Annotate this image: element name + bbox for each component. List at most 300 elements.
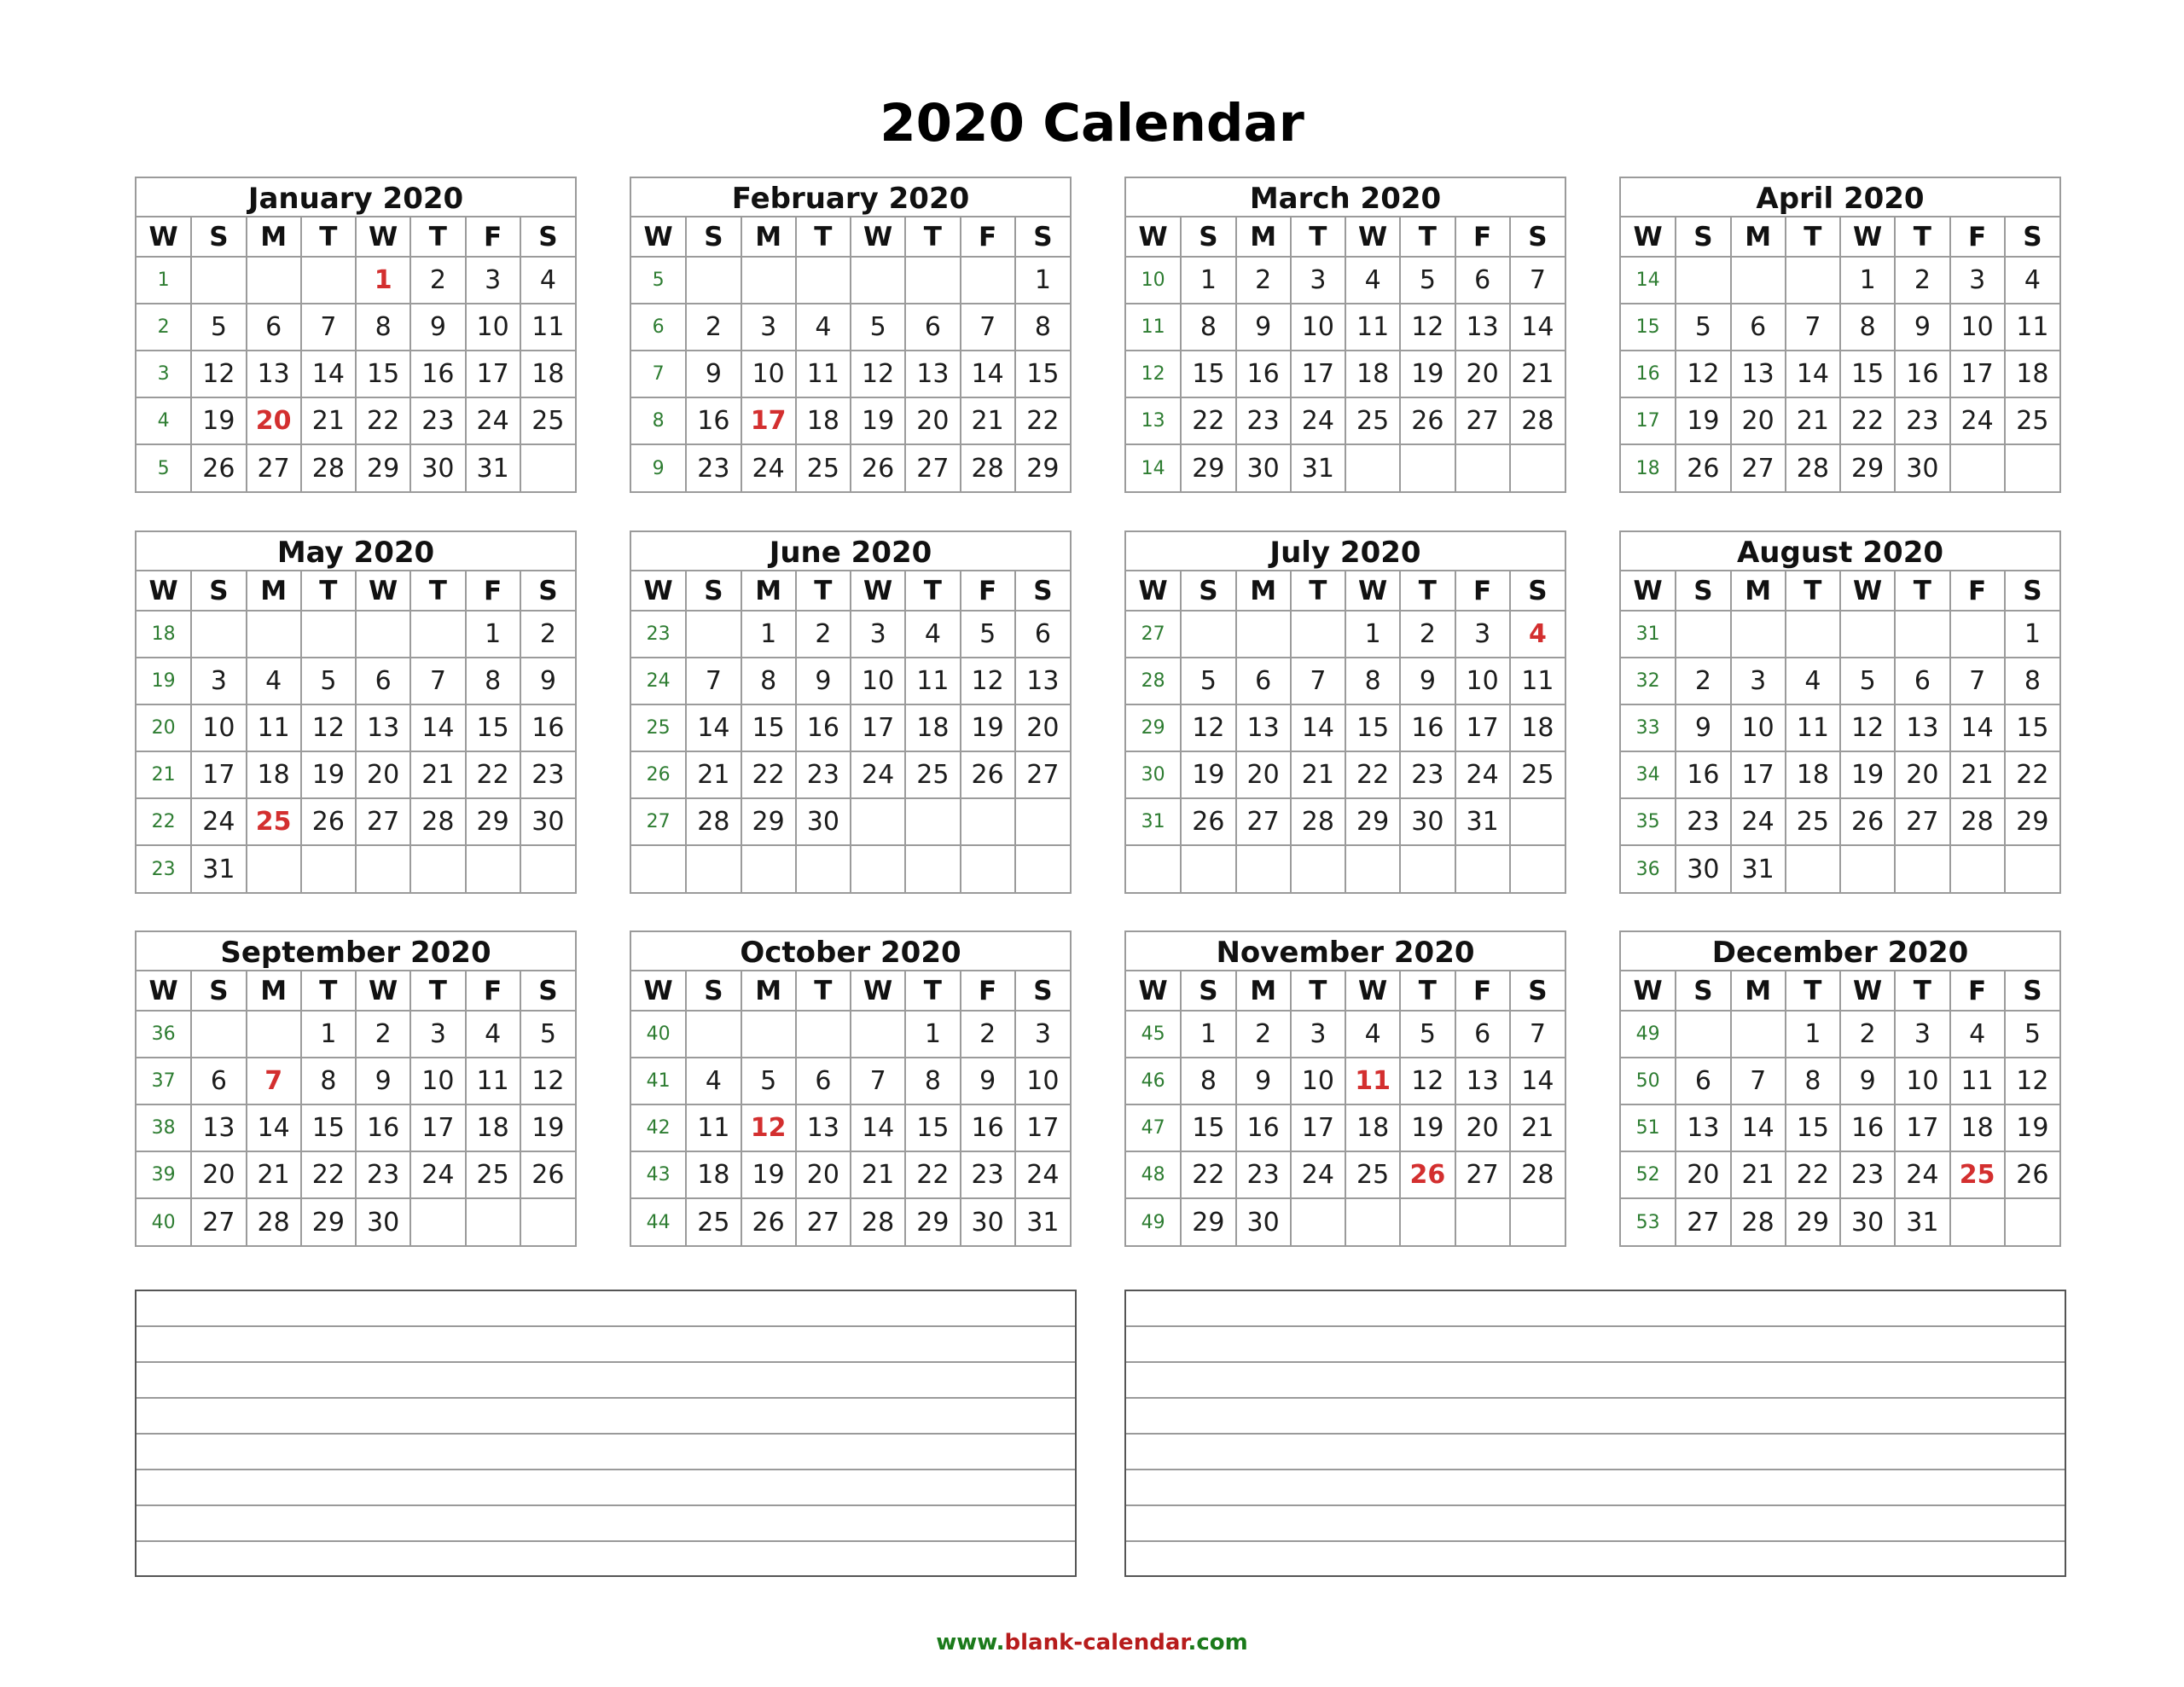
empty-cell — [1895, 611, 1949, 658]
week-row — [631, 304, 1070, 351]
day-cell: 15 — [1345, 704, 1400, 751]
weekday-header: W — [1840, 971, 1895, 1011]
empty-cell — [961, 257, 1015, 304]
day-cell: 8 — [905, 1058, 960, 1104]
day-cell: 7 — [1510, 257, 1565, 304]
weekday-header: W — [1345, 571, 1400, 611]
day-cell: 15 — [1786, 1104, 1840, 1151]
week-row — [1621, 257, 2059, 304]
weekday-header: T — [1895, 571, 1949, 611]
weekday-header: T — [1786, 217, 1840, 257]
week-row — [136, 257, 575, 304]
week-number: 19 — [136, 658, 191, 704]
weekday-header-row — [1621, 217, 2059, 257]
day-cell: 6 — [1015, 611, 1070, 658]
week-number: 26 — [631, 751, 686, 798]
month-table — [1621, 971, 2059, 1245]
weekday-header-row — [631, 571, 1070, 611]
month-table — [1126, 971, 1565, 1245]
week-row — [631, 1058, 1070, 1104]
empty-cell — [905, 798, 960, 845]
week-row — [1126, 658, 1565, 704]
week-row — [1621, 658, 2059, 704]
day-cell: 20 — [1015, 704, 1070, 751]
month-title: October 2020 — [631, 932, 1070, 971]
weekday-header: F — [961, 217, 1015, 257]
week-row — [1621, 1104, 2059, 1151]
day-cell: 20 — [905, 397, 960, 444]
day-cell: 18 — [905, 704, 960, 751]
day-cell: 19 — [1400, 351, 1455, 397]
day-cell: 22 — [1840, 397, 1895, 444]
day-cell: 24 — [1455, 751, 1510, 798]
day-cell: 26 — [741, 1198, 796, 1245]
day-cell: 5 — [1400, 257, 1455, 304]
day-cell: 24 — [741, 444, 796, 491]
day-cell: 21 — [1510, 351, 1565, 397]
day-cell: 14 — [1291, 704, 1345, 751]
week-number: 29 — [1126, 704, 1181, 751]
week-row — [136, 1011, 575, 1058]
day-cell: 28 — [851, 1198, 905, 1245]
footer-url[interactable] — [0, 1627, 2184, 1658]
day-cell: 6 — [1236, 658, 1291, 704]
day-cell: 21 — [410, 751, 465, 798]
day-cell: 23 — [961, 1151, 1015, 1198]
weekday-header: M — [741, 571, 796, 611]
weekday-header: M — [247, 217, 301, 257]
week-row — [1621, 351, 2059, 397]
day-cell: 24 — [410, 1151, 465, 1198]
week-number: 36 — [1621, 845, 1676, 892]
day-cell: 31 — [191, 845, 246, 892]
day-cell: 21 — [247, 1151, 301, 1198]
day-cell: 17 — [1291, 351, 1345, 397]
weekday-header: W — [356, 217, 410, 257]
month-table — [1126, 217, 1565, 491]
weekday-header-row — [1126, 217, 1565, 257]
week-row — [136, 704, 575, 751]
day-cell: 26 — [851, 444, 905, 491]
empty-cell — [796, 845, 851, 892]
weekday-header: F — [466, 971, 520, 1011]
weekday-header-row — [1621, 971, 2059, 1011]
day-cell: 12 — [1181, 704, 1235, 751]
month-january — [135, 177, 577, 493]
week-number: 14 — [1126, 444, 1181, 491]
day-cell: 28 — [686, 798, 741, 845]
day-cell: 23 — [1400, 751, 1455, 798]
day-cell: 3 — [191, 658, 246, 704]
empty-cell — [1345, 444, 1400, 491]
week-row — [1126, 1011, 1565, 1058]
day-cell: 19 — [301, 751, 356, 798]
weekday-header: T — [905, 571, 960, 611]
weekday-header: M — [1236, 217, 1291, 257]
weekday-header-row — [1126, 971, 1565, 1011]
day-cell: 10 — [851, 658, 905, 704]
day-cell: 30 — [1236, 1198, 1291, 1245]
day-cell: 4 — [466, 1011, 520, 1058]
week-number-header: W — [1621, 217, 1676, 257]
day-cell: 26 — [961, 751, 1015, 798]
day-cell: 4 — [2005, 257, 2059, 304]
holiday-day-cell: 12 — [741, 1104, 796, 1151]
empty-cell — [686, 611, 741, 658]
weekday-header: M — [1731, 217, 1786, 257]
day-cell: 2 — [796, 611, 851, 658]
day-cell: 3 — [1731, 658, 1786, 704]
day-cell: 18 — [2005, 351, 2059, 397]
day-cell: 30 — [356, 1198, 410, 1245]
day-cell: 23 — [796, 751, 851, 798]
day-cell: 11 — [905, 658, 960, 704]
day-cell: 16 — [520, 704, 575, 751]
week-number: 38 — [136, 1104, 191, 1151]
day-cell: 1 — [1840, 257, 1895, 304]
day-cell: 15 — [1181, 351, 1235, 397]
month-table — [1621, 571, 2059, 892]
day-cell: 18 — [247, 751, 301, 798]
empty-cell — [905, 257, 960, 304]
day-cell: 20 — [1455, 351, 1510, 397]
month-october — [630, 930, 1072, 1247]
week-row — [136, 751, 575, 798]
holiday-day-cell: 17 — [741, 397, 796, 444]
day-cell: 19 — [520, 1104, 575, 1151]
day-cell: 20 — [1731, 397, 1786, 444]
day-cell: 8 — [301, 1058, 356, 1104]
day-cell: 16 — [686, 397, 741, 444]
empty-cell — [1676, 257, 1730, 304]
month-table — [136, 971, 575, 1245]
weekday-header: M — [741, 971, 796, 1011]
holiday-day-cell: 1 — [356, 257, 410, 304]
day-cell: 9 — [796, 658, 851, 704]
weekday-header: S — [686, 971, 741, 1011]
month-table — [631, 217, 1070, 491]
day-cell: 23 — [1236, 1151, 1291, 1198]
day-cell: 21 — [1731, 1151, 1786, 1198]
day-cell: 20 — [356, 751, 410, 798]
day-cell: 18 — [686, 1151, 741, 1198]
day-cell: 15 — [466, 704, 520, 751]
day-cell: 22 — [1345, 751, 1400, 798]
day-cell: 26 — [1181, 798, 1235, 845]
empty-cell — [851, 1011, 905, 1058]
day-cell: 21 — [686, 751, 741, 798]
weekday-header: S — [1181, 571, 1235, 611]
day-cell: 24 — [1291, 1151, 1345, 1198]
weekday-header: S — [1181, 217, 1235, 257]
week-number: 16 — [1621, 351, 1676, 397]
day-cell: 5 — [1840, 658, 1895, 704]
week-row — [1126, 444, 1565, 491]
week-number: 27 — [1126, 611, 1181, 658]
empty-cell — [1455, 1198, 1510, 1245]
week-number: 20 — [136, 704, 191, 751]
empty-cell — [905, 845, 960, 892]
weekday-header: T — [1895, 971, 1949, 1011]
day-cell: 8 — [466, 658, 520, 704]
day-cell: 7 — [1510, 1011, 1565, 1058]
weekday-header: F — [1455, 571, 1510, 611]
day-cell: 13 — [1236, 704, 1291, 751]
day-cell: 19 — [1181, 751, 1235, 798]
weekday-header: W — [1840, 217, 1895, 257]
day-cell: 2 — [1236, 1011, 1291, 1058]
day-cell: 1 — [1181, 1011, 1235, 1058]
day-cell: 12 — [851, 351, 905, 397]
day-cell: 26 — [520, 1151, 575, 1198]
day-cell: 12 — [191, 351, 246, 397]
week-row — [136, 397, 575, 444]
week-row — [1126, 1058, 1565, 1104]
day-cell: 3 — [1895, 1011, 1949, 1058]
weekday-header: T — [796, 217, 851, 257]
day-cell: 16 — [1840, 1104, 1895, 1151]
day-cell: 9 — [520, 658, 575, 704]
holiday-day-cell: 25 — [1950, 1151, 2005, 1198]
day-cell: 29 — [1181, 1198, 1235, 1245]
day-cell: 13 — [796, 1104, 851, 1151]
day-cell: 9 — [1840, 1058, 1895, 1104]
day-cell: 22 — [741, 751, 796, 798]
day-cell: 30 — [1676, 845, 1730, 892]
day-cell: 28 — [1510, 397, 1565, 444]
empty-cell — [301, 257, 356, 304]
weekday-header: S — [191, 571, 246, 611]
day-cell: 6 — [247, 304, 301, 351]
day-cell: 2 — [520, 611, 575, 658]
day-cell: 8 — [356, 304, 410, 351]
week-number: 27 — [631, 798, 686, 845]
day-cell: 1 — [466, 611, 520, 658]
day-cell: 7 — [1291, 658, 1345, 704]
week-number: 22 — [136, 798, 191, 845]
day-cell: 24 — [1731, 798, 1786, 845]
week-number-header: W — [1126, 971, 1181, 1011]
day-cell: 30 — [410, 444, 465, 491]
weekday-header: F — [1455, 217, 1510, 257]
week-row — [136, 845, 575, 892]
holiday-day-cell: 4 — [1510, 611, 1565, 658]
day-cell: 9 — [410, 304, 465, 351]
day-cell: 25 — [796, 444, 851, 491]
week-number: 49 — [1621, 1011, 1676, 1058]
day-cell: 8 — [1181, 304, 1235, 351]
day-cell: 7 — [1950, 658, 2005, 704]
day-cell: 25 — [686, 1198, 741, 1245]
day-cell: 4 — [796, 304, 851, 351]
day-cell: 11 — [466, 1058, 520, 1104]
weekday-header: T — [301, 571, 356, 611]
empty-cell — [1731, 611, 1786, 658]
day-cell: 16 — [1236, 1104, 1291, 1151]
week-number: 18 — [136, 611, 191, 658]
day-cell: 8 — [1840, 304, 1895, 351]
day-cell: 22 — [466, 751, 520, 798]
week-number-header: W — [1126, 571, 1181, 611]
day-cell: 24 — [1291, 397, 1345, 444]
week-row — [136, 611, 575, 658]
day-cell: 26 — [1840, 798, 1895, 845]
day-cell: 15 — [356, 351, 410, 397]
day-cell: 9 — [1236, 304, 1291, 351]
day-cell: 8 — [1786, 1058, 1840, 1104]
weekday-header: T — [1400, 971, 1455, 1011]
week-number: 24 — [631, 658, 686, 704]
week-number: 35 — [1621, 798, 1676, 845]
holiday-day-cell: 20 — [247, 397, 301, 444]
week-number: 36 — [136, 1011, 191, 1058]
empty-cell — [851, 257, 905, 304]
month-december — [1619, 930, 2061, 1247]
week-row — [631, 397, 1070, 444]
week-number: 5 — [631, 257, 686, 304]
week-number: 23 — [631, 611, 686, 658]
empty-cell — [2005, 1198, 2059, 1245]
week-number-header: W — [1621, 571, 1676, 611]
empty-cell — [1291, 611, 1345, 658]
day-cell: 3 — [851, 611, 905, 658]
day-cell: 30 — [520, 798, 575, 845]
day-cell: 19 — [191, 397, 246, 444]
empty-cell — [410, 1198, 465, 1245]
weekday-header-row — [1126, 571, 1565, 611]
weekday-header: T — [1400, 217, 1455, 257]
empty-cell — [741, 845, 796, 892]
empty-cell — [356, 611, 410, 658]
day-cell: 19 — [851, 397, 905, 444]
day-cell: 13 — [191, 1104, 246, 1151]
day-cell: 6 — [191, 1058, 246, 1104]
day-cell: 28 — [301, 444, 356, 491]
empty-cell — [686, 845, 741, 892]
day-cell: 16 — [1895, 351, 1949, 397]
day-cell: 14 — [686, 704, 741, 751]
day-cell: 7 — [1731, 1058, 1786, 1104]
day-cell: 4 — [247, 658, 301, 704]
day-cell: 11 — [1786, 704, 1840, 751]
day-cell: 15 — [1015, 351, 1070, 397]
day-cell: 19 — [1840, 751, 1895, 798]
day-cell: 8 — [1015, 304, 1070, 351]
day-cell: 27 — [1731, 444, 1786, 491]
week-number: 12 — [1126, 351, 1181, 397]
week-row — [1126, 257, 1565, 304]
month-august — [1619, 530, 2061, 894]
day-cell: 14 — [1950, 704, 2005, 751]
day-cell: 11 — [686, 1104, 741, 1151]
day-cell: 31 — [1731, 845, 1786, 892]
day-cell: 4 — [686, 1058, 741, 1104]
week-number: 15 — [1621, 304, 1676, 351]
day-cell: 14 — [1510, 1058, 1565, 1104]
day-cell: 1 — [1786, 1011, 1840, 1058]
weekday-header: T — [905, 217, 960, 257]
day-cell: 29 — [1345, 798, 1400, 845]
weekday-header: M — [1731, 971, 1786, 1011]
day-cell: 10 — [1731, 704, 1786, 751]
day-cell: 21 — [1291, 751, 1345, 798]
weekday-header: F — [1950, 971, 2005, 1011]
week-number-header: W — [136, 971, 191, 1011]
day-cell: 29 — [2005, 798, 2059, 845]
day-cell: 27 — [191, 1198, 246, 1245]
weekday-header: S — [2005, 217, 2059, 257]
week-row — [631, 1011, 1070, 1058]
week-row — [1126, 611, 1565, 658]
day-cell: 25 — [2005, 397, 2059, 444]
weekday-header: W — [1840, 571, 1895, 611]
weekday-header: S — [1676, 571, 1730, 611]
day-cell: 23 — [1895, 397, 1949, 444]
day-cell: 7 — [851, 1058, 905, 1104]
day-cell: 5 — [2005, 1011, 2059, 1058]
day-cell: 29 — [466, 798, 520, 845]
week-row — [136, 1198, 575, 1245]
week-row — [1621, 1151, 2059, 1198]
day-cell: 5 — [301, 658, 356, 704]
weekday-header: S — [1510, 571, 1565, 611]
day-cell: 4 — [1786, 658, 1840, 704]
week-number — [631, 845, 686, 892]
week-number: 17 — [1621, 397, 1676, 444]
weekday-header: T — [1400, 571, 1455, 611]
day-cell: 1 — [2005, 611, 2059, 658]
day-cell: 20 — [191, 1151, 246, 1198]
day-cell: 18 — [1345, 1104, 1400, 1151]
week-row — [1621, 1058, 2059, 1104]
day-cell: 23 — [1840, 1151, 1895, 1198]
week-number: 40 — [136, 1198, 191, 1245]
day-cell: 26 — [301, 798, 356, 845]
day-cell: 21 — [1786, 397, 1840, 444]
day-cell: 27 — [796, 1198, 851, 1245]
day-cell: 9 — [686, 351, 741, 397]
day-cell: 17 — [410, 1104, 465, 1151]
day-cell: 18 — [796, 397, 851, 444]
week-row — [631, 658, 1070, 704]
week-row — [1126, 751, 1565, 798]
empty-cell — [191, 611, 246, 658]
empty-cell — [301, 611, 356, 658]
day-cell: 10 — [1895, 1058, 1949, 1104]
day-cell: 19 — [1676, 397, 1730, 444]
weekday-header: T — [1291, 571, 1345, 611]
day-cell: 7 — [301, 304, 356, 351]
week-number: 46 — [1126, 1058, 1181, 1104]
month-table — [631, 571, 1070, 892]
day-cell: 24 — [466, 397, 520, 444]
empty-cell — [1345, 1198, 1400, 1245]
day-cell: 13 — [1455, 1058, 1510, 1104]
day-cell: 4 — [1345, 1011, 1400, 1058]
day-cell: 29 — [301, 1198, 356, 1245]
day-cell: 28 — [1731, 1198, 1786, 1245]
empty-cell — [1950, 444, 2005, 491]
day-cell: 13 — [905, 351, 960, 397]
weekday-header: T — [1291, 217, 1345, 257]
day-cell: 29 — [1786, 1198, 1840, 1245]
weekday-header: M — [247, 571, 301, 611]
empty-cell — [851, 798, 905, 845]
day-cell: 20 — [796, 1151, 851, 1198]
day-cell: 17 — [191, 751, 246, 798]
empty-cell — [191, 1011, 246, 1058]
footer-url-site: blank-calendar — [1004, 1630, 1188, 1655]
